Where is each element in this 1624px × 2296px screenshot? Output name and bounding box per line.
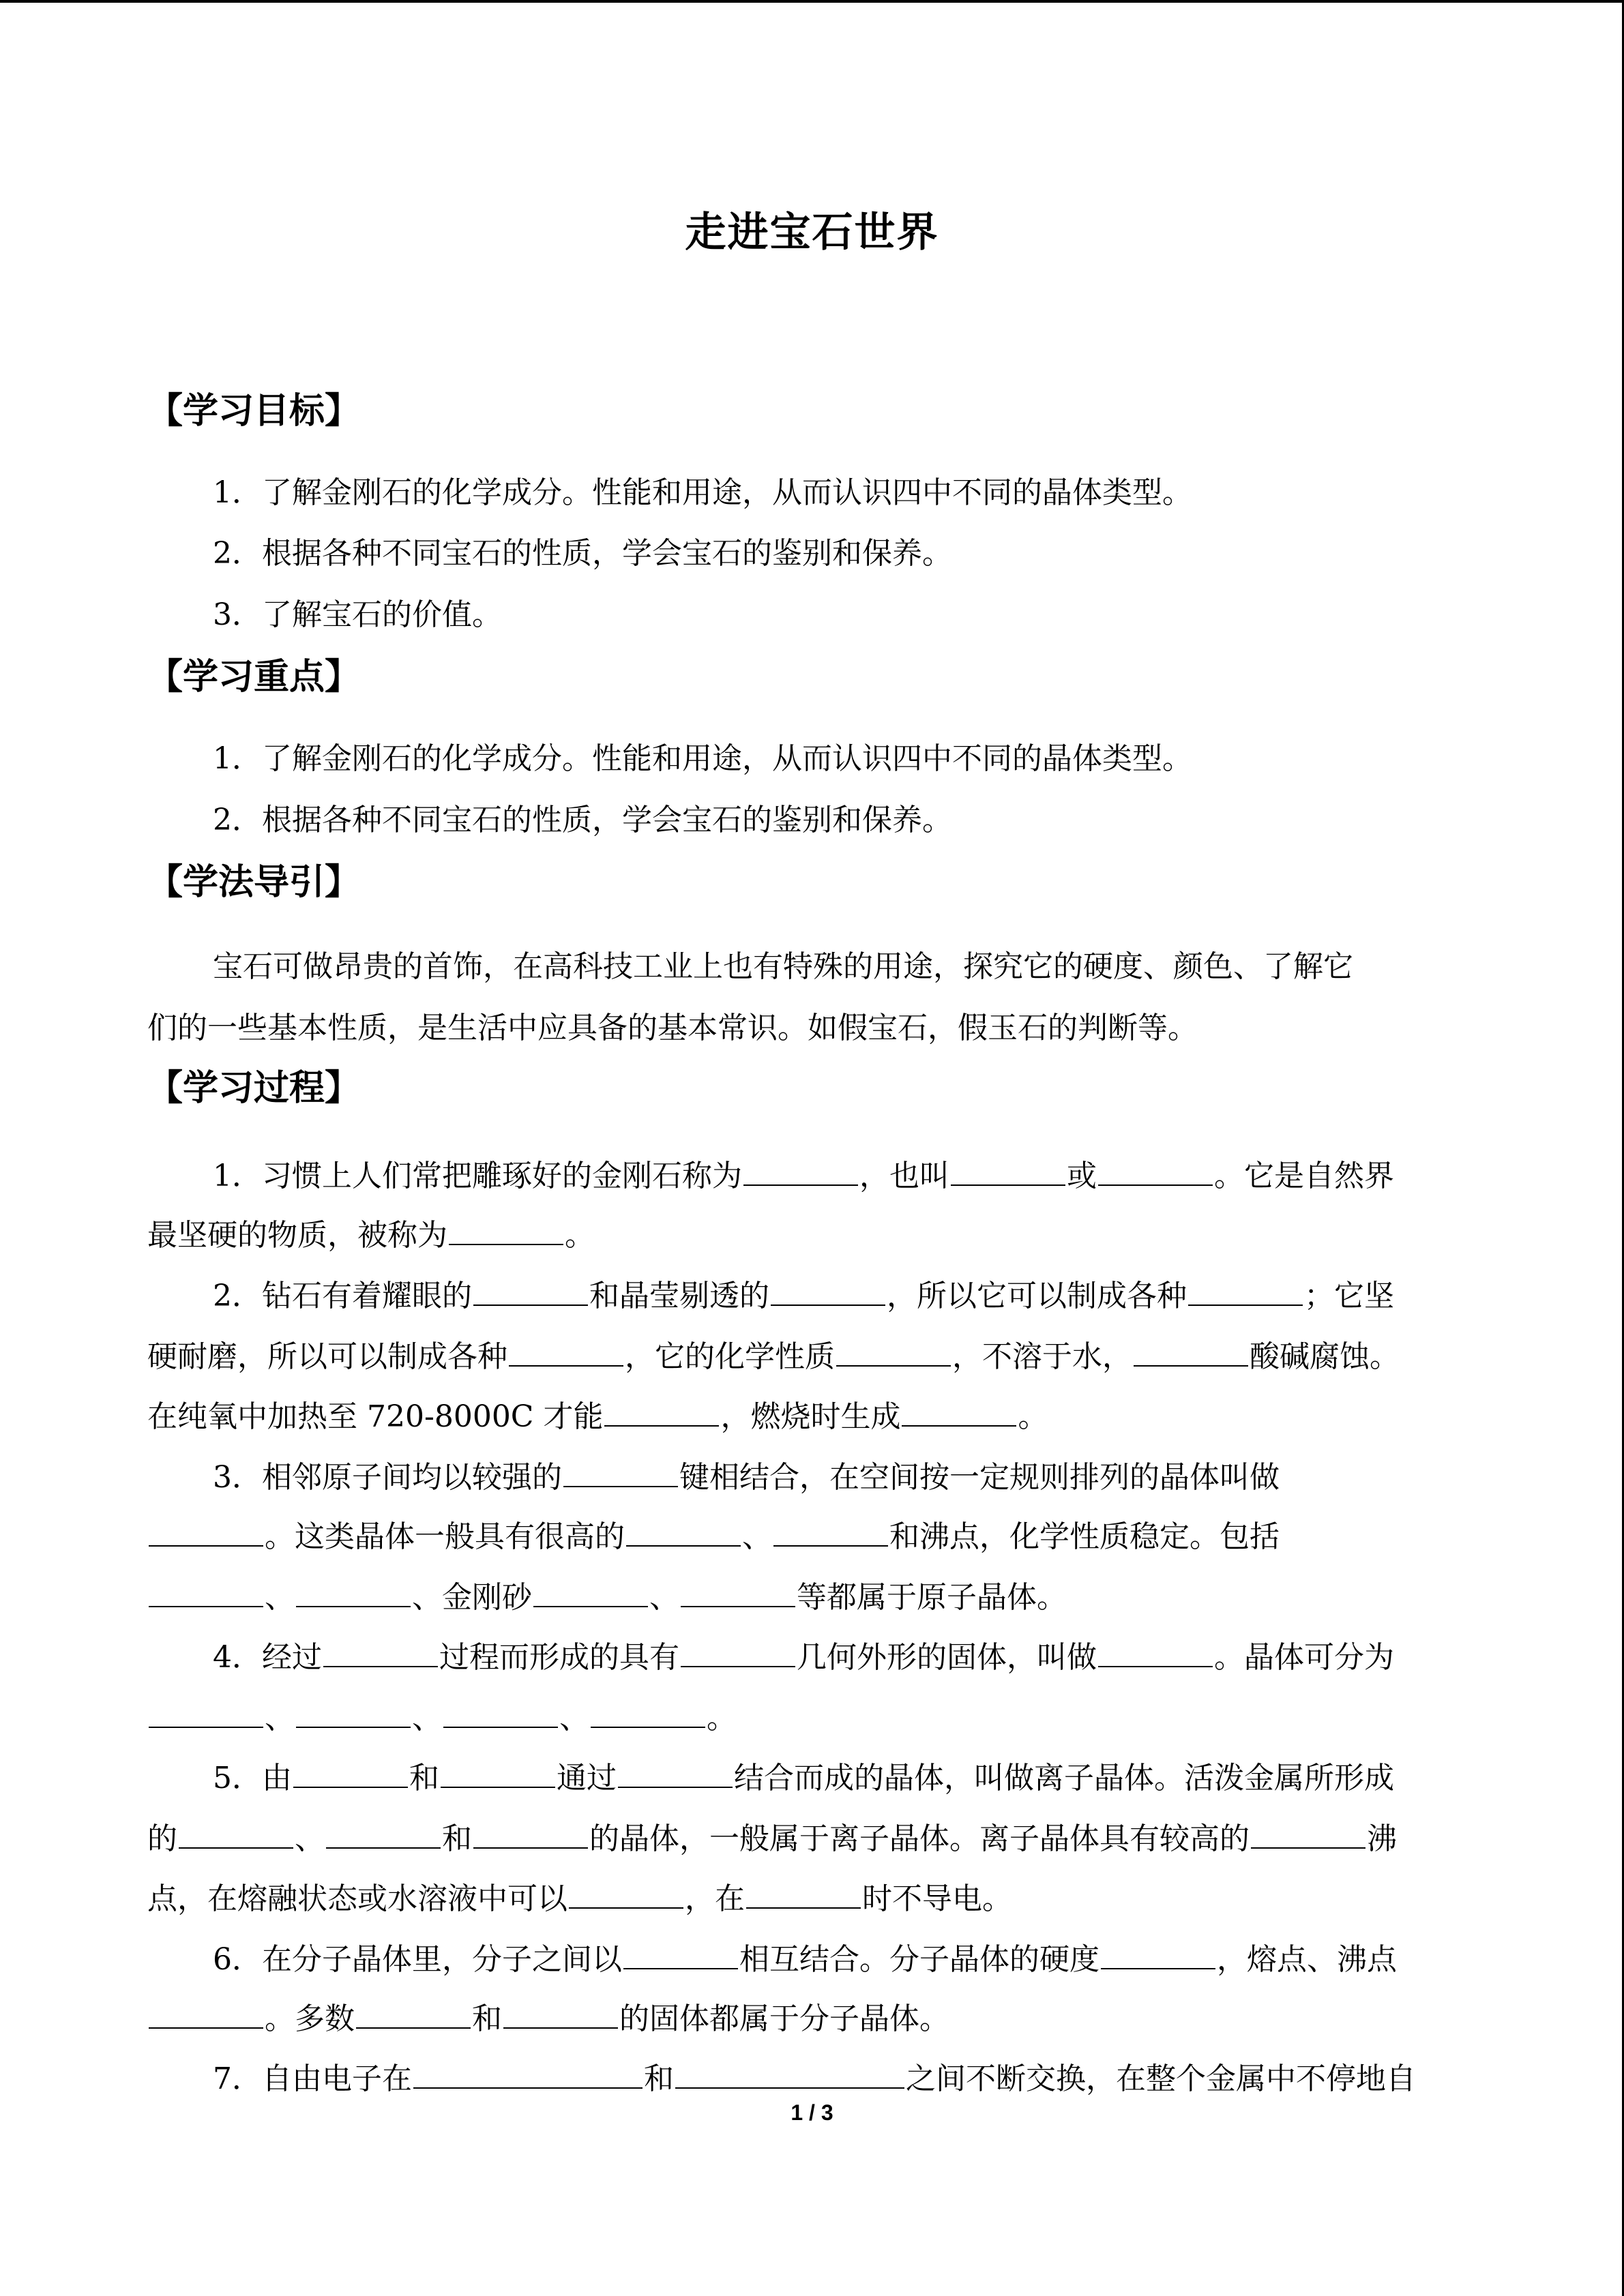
key-points-heading: 【学习重点】 (147, 657, 361, 698)
answer-blank[interactable] (179, 1817, 293, 1849)
question-7-line-1: 7．自由电子在 和 之间不断交换，在整个金属中不停地自 (213, 2057, 1416, 2098)
answer-blank[interactable] (591, 1697, 705, 1728)
objective-item: 1．了解金刚石的化学成分。性能和用途，从而认识四中不同的晶体类型。 (213, 475, 1192, 510)
answer-blank[interactable] (746, 1877, 861, 1909)
answer-blank[interactable] (563, 1456, 678, 1487)
question-5-line-3: 点，在熔融状态或水溶液中可以 ，在 时不导电。 (147, 1877, 1012, 1918)
answer-blank[interactable] (441, 1757, 555, 1788)
answer-blank[interactable] (443, 1697, 558, 1728)
top-border (0, 0, 1624, 3)
method-heading: 【学法导引】 (147, 862, 361, 903)
question-2-line-1: 2．钻石有着耀眼的 和晶莹剔透的 ，所以它可以制成各种 ；它坚 (213, 1274, 1394, 1315)
answer-blank[interactable] (1251, 1817, 1365, 1849)
question-6-line-2: 。多数 和 的固体都属于分子晶体。 (147, 1997, 949, 2038)
objective-item: 3．了解宝石的价值。 (213, 597, 502, 632)
objectives-heading: 【学习目标】 (147, 391, 361, 432)
question-3-line-1: 3．相邻原子间均以较强的 键相结合，在空间按一定规则排列的晶体叫做 (213, 1456, 1280, 1497)
answer-blank[interactable] (1134, 1335, 1248, 1367)
answer-blank[interactable] (1098, 1636, 1213, 1667)
question-2-line-3: 在纯氧中加热至 720-8000C 才能 ，燃烧时生成 。 (147, 1395, 1048, 1436)
answer-blank[interactable] (293, 1757, 408, 1788)
page-indicator: 1 / 3 (791, 2100, 833, 2125)
answer-blank[interactable] (149, 1576, 263, 1607)
question-3-line-3: 、 、金刚砂 、 等都属于原子晶体。 (147, 1576, 1067, 1617)
answer-blank[interactable] (626, 1515, 741, 1547)
answer-blank[interactable] (902, 1395, 1016, 1427)
question-5-line-2: 的 、 和 的晶体，一般属于离子晶体。离子晶体具有较高的 沸 (147, 1817, 1397, 1858)
method-text-line: 宝石可做昂贵的首饰，在高科技工业上也有特殊的用途，探究它的硬度、颜色、了解它 (213, 949, 1353, 984)
answer-blank[interactable] (503, 1997, 618, 2029)
key-point-item: 2．根据各种不同宝石的性质，学会宝石的鉴别和保养。 (213, 803, 952, 837)
answer-blank[interactable] (836, 1335, 951, 1367)
answer-blank[interactable] (743, 1154, 858, 1186)
objective-item: 2．根据各种不同宝石的性质，学会宝石的鉴别和保养。 (213, 536, 952, 571)
answer-blank[interactable] (773, 1515, 888, 1547)
answer-blank[interactable] (771, 1274, 885, 1306)
question-2-line-2: 硬耐磨，所以可以制成各种 ，它的化学性质 ，不溶于水， 酸碱腐蚀。 (147, 1335, 1400, 1376)
answer-blank[interactable] (1098, 1154, 1213, 1186)
method-text-line: 们的一些基本性质，是生活中应具备的基本常识。如假宝石，假玉石的判断等。 (147, 1011, 1198, 1045)
answer-blank[interactable] (681, 1636, 795, 1667)
answer-blank[interactable] (296, 1576, 411, 1607)
answer-blank[interactable] (623, 1938, 738, 1969)
question-4-line-2: 、 、 、 。 (147, 1697, 737, 1738)
answer-blank[interactable] (296, 1697, 411, 1728)
answer-blank[interactable] (449, 1214, 563, 1245)
answer-blank[interactable] (533, 1576, 648, 1607)
answer-blank[interactable] (1101, 1938, 1215, 1969)
process-heading: 【学习过程】 (147, 1068, 361, 1109)
answer-blank[interactable] (149, 1997, 263, 2029)
page-title: 走进宝石世界 (685, 209, 939, 256)
answer-blank[interactable] (681, 1576, 795, 1607)
question-1-line-2: 最坚硬的物质，被称为 。 (147, 1214, 595, 1255)
answer-blank[interactable] (604, 1395, 719, 1427)
answer-blank[interactable] (356, 1997, 471, 2029)
question-3-line-2: 。这类晶体一般具有很高的 、 和沸点，化学性质稳定。包括 (147, 1515, 1280, 1556)
answer-blank[interactable] (675, 2057, 904, 2089)
answer-blank[interactable] (149, 1697, 263, 1728)
answer-blank[interactable] (326, 1817, 441, 1849)
answer-blank[interactable] (618, 1757, 733, 1788)
question-6-line-1: 6．在分子晶体里，分子之间以 相互结合。分子晶体的硬度 ，熔点、沸点 (213, 1938, 1397, 1979)
answer-blank[interactable] (509, 1335, 623, 1367)
key-point-item: 1．了解金刚石的化学成分。性能和用途，从而认识四中不同的晶体类型。 (213, 741, 1192, 776)
answer-blank[interactable] (1188, 1274, 1303, 1306)
answer-blank[interactable] (149, 1515, 263, 1547)
answer-blank[interactable] (569, 1877, 683, 1909)
answer-blank[interactable] (951, 1154, 1065, 1186)
question-5-line-1: 5．由 和 通过 结合而成的晶体，叫做离子晶体。活泼金属所形成 (213, 1757, 1394, 1798)
answer-blank[interactable] (323, 1636, 438, 1667)
answer-blank[interactable] (413, 2057, 643, 2089)
question-1-line-1: 1．习惯上人们常把雕琢好的金刚石称为 ，也叫 或 。它是自然界 (213, 1154, 1394, 1195)
answer-blank[interactable] (473, 1817, 588, 1849)
question-4-line-1: 4．经过 过程而形成的具有 几何外形的固体，叫做 。晶体可分为 (213, 1636, 1394, 1677)
answer-blank[interactable] (473, 1274, 588, 1306)
